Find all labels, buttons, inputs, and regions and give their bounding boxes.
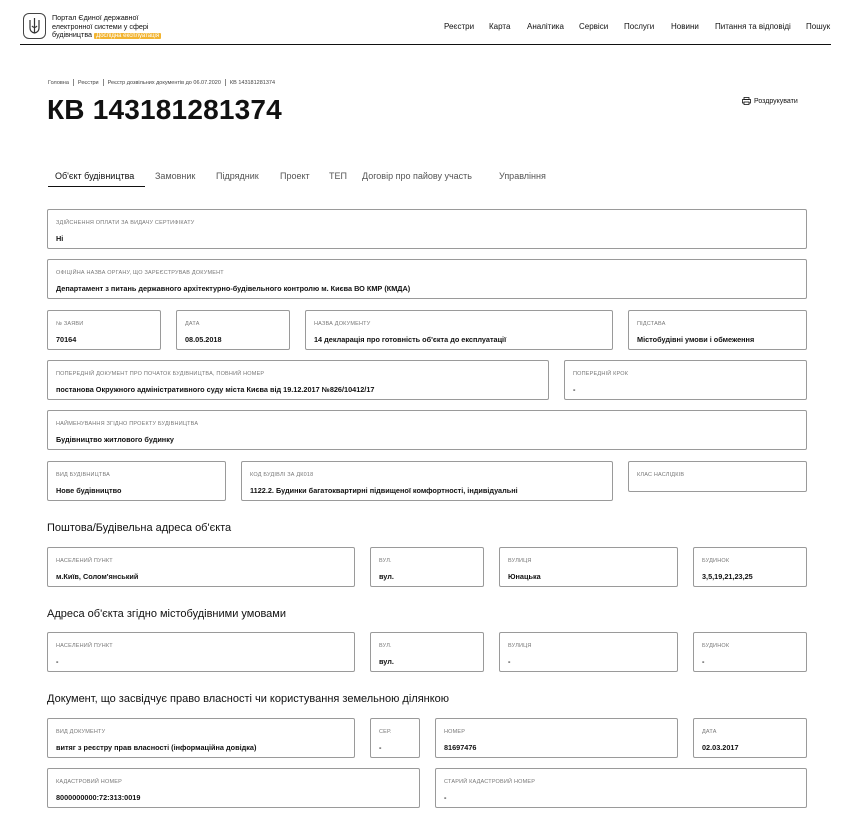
field-value: Містобудівні умови і обмеження xyxy=(637,335,755,344)
active-tab-indicator xyxy=(48,186,145,187)
nav-registries[interactable]: Реєстри xyxy=(444,22,475,31)
field-value: Департамент з питань державного архітектурно-будівельного контролю м. Києва ВО КМР (КМДА) xyxy=(56,284,411,293)
logo-line-3: будівництва xyxy=(52,30,93,40)
consequence-class-field[interactable] xyxy=(628,461,807,492)
postal-street-type-field[interactable] xyxy=(370,547,484,587)
field-value: Нове будівництво xyxy=(56,486,122,495)
tab-bar xyxy=(48,166,807,188)
breadcrumb-home[interactable]: Головна xyxy=(48,79,69,86)
field-value: 1122.2. Будинки багатоквартирні підвищеної комфортності, індивідуальні xyxy=(250,486,518,495)
land-date-field[interactable] xyxy=(693,718,807,758)
authority-field[interactable] xyxy=(47,259,807,299)
field-label: № ЗАЯВИ xyxy=(56,321,84,327)
date-field[interactable] xyxy=(176,310,290,350)
project-name-field[interactable] xyxy=(47,410,807,450)
field-value: витяг з реєстру прав власності (інформаційна довідка) xyxy=(56,743,257,752)
field-value: Будівництво житлового будинку xyxy=(56,435,174,444)
tab-share-agreement[interactable]: Договір про пайову участь xyxy=(362,171,472,181)
field-value: - xyxy=(702,657,705,666)
field-value: 08.05.2018 xyxy=(185,335,222,344)
field-value: - xyxy=(508,657,511,666)
old-cadastre-number-field[interactable] xyxy=(435,768,807,808)
urban-street-type-field[interactable] xyxy=(370,632,484,672)
land-document-heading: Документ, що засвідчує право власності чи користування земельною ділянкою xyxy=(47,693,450,705)
portal-logo-text[interactable] xyxy=(52,14,192,41)
urban-address-heading: Адреса об'єкта згідно містобудівними умовами xyxy=(47,608,287,620)
field-label: НАЙМЕНУВАННЯ ЗГІДНО ПРОЕКТУ БУДІВНИЦТВА xyxy=(56,421,199,427)
field-value: - xyxy=(444,793,447,802)
field-label: БУДИНОК xyxy=(702,643,730,649)
field-label: НАСЕЛЕНИЙ ПУНКТ xyxy=(56,643,113,649)
print-label: Роздрукувати xyxy=(754,97,798,105)
field-label: БУДИНОК xyxy=(702,558,730,564)
beta-badge: Дослідна експлуатація xyxy=(96,33,160,40)
field-label: ВУЛ. xyxy=(379,643,392,649)
field-label: НАСЕЛЕНИЙ ПУНКТ xyxy=(56,558,113,564)
field-label: ЗДІЙСНЕННЯ ОПЛАТИ ЗА ВИДАЧУ СЕРТИФІКАТУ xyxy=(56,220,195,226)
tab-project[interactable]: Проект xyxy=(280,171,310,181)
postal-address-heading: Поштова/Будівельна адреса об'єкта xyxy=(47,522,232,534)
field-label: ВУЛИЦЯ xyxy=(508,558,532,564)
breadcrumb-current: КВ 143181281374 xyxy=(229,79,276,86)
tab-customer[interactable]: Замовник xyxy=(155,171,196,181)
field-label: ОФІЦІЙНА НАЗВА ОРГАНУ, ЩО ЗАРЕЄСТРУВАВ ДОКУМЕНТ xyxy=(56,270,224,276)
building-code-field[interactable] xyxy=(241,461,613,501)
field-value: - xyxy=(573,385,576,394)
field-value: вул. xyxy=(379,572,394,581)
field-label: ВИД ДОКУМЕНТУ xyxy=(56,729,106,735)
field-label: ПОПЕРЕДНІЙ ДОКУМЕНТ ПРО ПОЧАТОК БУДІВНИЦТВА, ПОВНИЙ НОМЕР xyxy=(56,371,265,377)
logo-line-2: електронної системи у сфері xyxy=(52,21,149,31)
tab-management[interactable]: Управління xyxy=(499,171,546,181)
tab-tep[interactable]: ТЕП xyxy=(329,171,347,181)
field-label: НАЗВА ДОКУМЕНТУ xyxy=(314,321,371,327)
site-header xyxy=(0,0,849,46)
field-label: ВУЛ. xyxy=(379,558,392,564)
postal-building-field[interactable] xyxy=(693,547,807,587)
field-label: ДАТА xyxy=(185,321,200,327)
field-label: ДАТА xyxy=(702,729,717,735)
field-value: 02.03.2017 xyxy=(702,743,739,752)
nav-search[interactable]: Пошук xyxy=(806,22,831,31)
payment-field[interactable] xyxy=(47,209,807,249)
field-value: 14 декларація про готовність об'єкта до експлуатації xyxy=(314,335,507,344)
land-number-field[interactable] xyxy=(435,718,678,758)
field-value: м.Київ, Солом'янський xyxy=(56,572,139,581)
field-label: КАДАСТРОВИЙ НОМЕР xyxy=(56,779,122,785)
field-label: СТАРИЙ КАДАСТРОВИЙ НОМЕР xyxy=(444,779,536,785)
nav-analytics[interactable]: Аналітика xyxy=(527,22,564,31)
breadcrumb xyxy=(48,79,275,86)
breadcrumb-registry[interactable]: Реєстр дозвільних документів до 06.07.2020 xyxy=(107,79,221,86)
field-value: 3,5,19,21,23,25 xyxy=(702,572,753,581)
application-number-field[interactable] xyxy=(47,310,161,350)
field-label: ВИД БУДІВНИЦТВА xyxy=(56,472,111,478)
previous-document-field[interactable] xyxy=(47,360,549,400)
previous-step-field[interactable] xyxy=(564,360,807,400)
breadcrumb-registries[interactable]: Реєстри xyxy=(77,79,99,86)
field-value: 81697476 xyxy=(444,743,477,752)
nav-news[interactable]: Новини xyxy=(671,22,699,31)
basis-field[interactable] xyxy=(628,310,807,350)
tab-construction-object[interactable]: Об'єкт будівництва xyxy=(55,171,135,181)
field-label: СЕР. xyxy=(379,729,392,735)
document-name-field[interactable] xyxy=(305,310,613,350)
field-value: Ні xyxy=(56,234,64,243)
field-label: ПІДСТАВА xyxy=(637,321,666,327)
field-value: - xyxy=(56,657,59,666)
cadastre-number-field[interactable] xyxy=(47,768,420,808)
nav-map[interactable]: Карта xyxy=(489,22,511,31)
land-doc-type-field[interactable] xyxy=(47,718,355,758)
field-value: 8000000000:72:313:0019 xyxy=(56,793,141,802)
field-value: Юнацька xyxy=(508,572,541,581)
field-value: - xyxy=(379,743,382,752)
construction-type-field[interactable] xyxy=(47,461,226,501)
field-label: НОМЕР xyxy=(444,729,466,735)
postal-street-field[interactable] xyxy=(499,547,678,587)
page-title: КВ 143181281374 xyxy=(47,94,282,125)
field-value: вул. xyxy=(379,657,394,666)
nav-public-services[interactable]: Послуги xyxy=(624,22,655,31)
print-button[interactable] xyxy=(742,97,798,105)
land-series-field[interactable] xyxy=(370,718,420,758)
nav-services[interactable]: Сервіси xyxy=(579,22,609,31)
urban-street-field[interactable] xyxy=(499,632,678,672)
nav-faq[interactable]: Питання та відповіді xyxy=(715,22,791,31)
field-label: ПОПЕРЕДНІЙ КРОК xyxy=(573,371,629,377)
field-label: КОД БУДІВЛІ ЗА ДК018 xyxy=(250,472,314,478)
printer-icon xyxy=(742,97,751,105)
urban-building-field[interactable] xyxy=(693,632,807,672)
field-label: ВУЛИЦЯ xyxy=(508,643,532,649)
logo-line-1: Портал Єдиної державної xyxy=(52,13,139,22)
urban-settlement-field[interactable] xyxy=(47,632,355,672)
field-value: 70164 xyxy=(56,335,77,344)
trident-logo-icon[interactable] xyxy=(23,13,46,39)
header-divider xyxy=(20,44,831,45)
field-label: КЛАС НАСЛІДКІВ xyxy=(637,472,685,478)
field-value: постанова Окружного адміністративного суду міста Києва від 19.12.2017 №826/10412/17 xyxy=(56,385,375,394)
postal-settlement-field[interactable] xyxy=(47,547,355,587)
tab-contractor[interactable]: Підрядник xyxy=(216,171,259,181)
